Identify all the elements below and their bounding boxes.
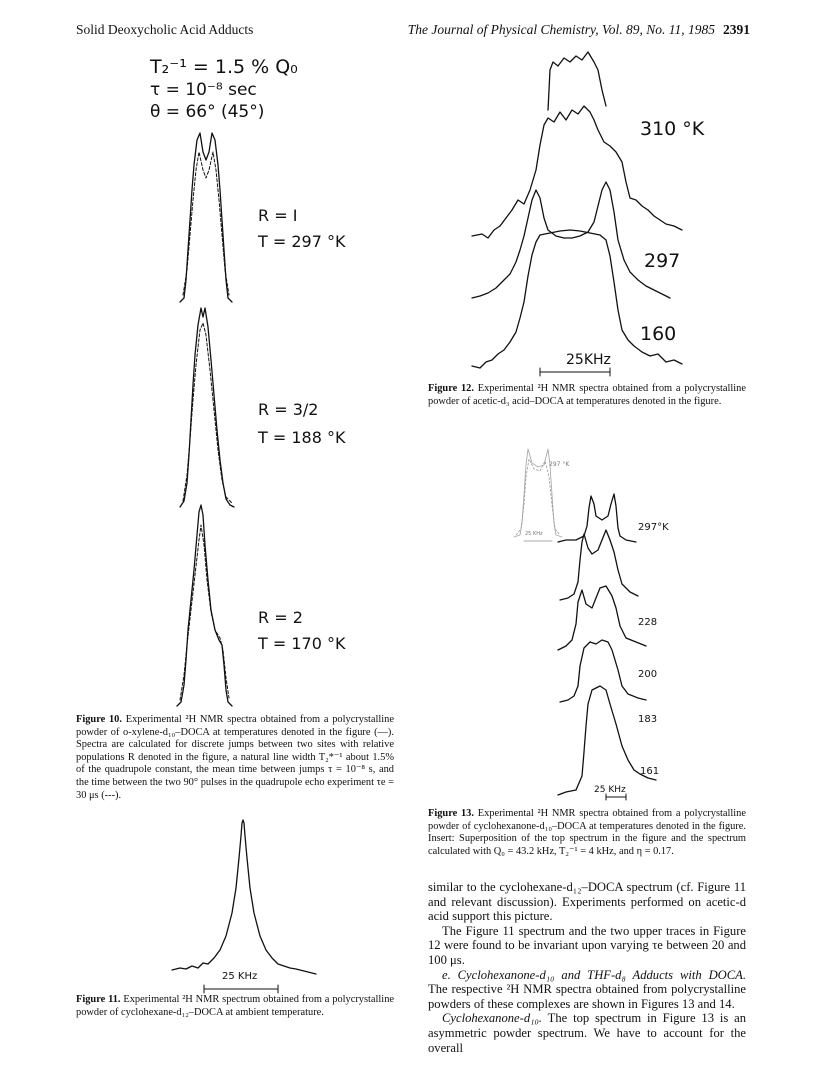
paragraph-3 xyxy=(428,968,746,1012)
fig12-scale-label: 25KHz xyxy=(566,352,611,368)
fig12-caption xyxy=(428,383,746,408)
fig10-panel1-r: R = I xyxy=(258,206,298,225)
fig10-caption-label: Figure 10. xyxy=(76,714,122,725)
fig13-temp-297: 297°K xyxy=(638,522,669,533)
paragraph-3-text: The respective ²H NMR spectra obtained from polycrystalline powders of these complexes are shown in Figures 13 and 14. xyxy=(428,982,746,1011)
subsection-heading-cyclohexanone: Cyclohexanone-d₁₀. xyxy=(442,1011,543,1026)
fig10-panel2-r: R = 3/2 xyxy=(258,400,319,419)
fig13-caption-text: Experimental ²H NMR spectra obtained from a polycrystalline powder of cyclohexanone-d₁₀–DOCA at temperatures denoted in the figure. Insert: Superposition of the top spectrum in the figure and the spectrum calculated with Q₀ = 43.2 kHz, T₂⁻¹ = 4 kHz, and η = 0.17. xyxy=(428,808,746,857)
fig10-panel2-t: T = 188 °K xyxy=(258,428,346,447)
fig13-temp-183: 183 xyxy=(638,714,658,725)
fig10-panel3-t: T = 170 °K xyxy=(258,634,346,653)
fig12-temp-160: 160 xyxy=(640,323,677,345)
fig12-caption-label: Figure 12. xyxy=(428,383,474,394)
fig10-caption xyxy=(76,714,394,802)
fig11-caption xyxy=(76,994,394,1019)
running-header-title: Solid Deoxycholic Acid Adducts xyxy=(76,22,254,37)
paragraph-4-text: The top spectrum in Figure 13 is an asymmetric powder spectrum. We have to account for the overall xyxy=(428,1011,746,1055)
fig11-spectrum xyxy=(170,818,320,988)
fig13-inset-temp: 297 °K xyxy=(549,461,570,468)
fig13-spectra xyxy=(556,490,676,810)
fig12-temp-297: 297 xyxy=(644,250,681,272)
fig10-spectrum-bottom xyxy=(165,500,255,710)
fig12-temp-310: 310 °K xyxy=(640,118,705,140)
section-heading-e: e. Cyclohexanone-d₁₀ and THF-d₈ Adducts with DOCA. xyxy=(442,967,746,982)
fig10-spectrum-top xyxy=(170,130,250,305)
fig10-param-t2: T₂⁻¹ = 1.5 % Q₀ xyxy=(150,56,298,78)
fig13-temp-161: 161 xyxy=(640,766,660,777)
fig12-caption-text: Experimental ²H NMR spectra obtained from a polycrystalline powder of acetic-d₃ acid–DOCA at temperatures denoted in the figure. xyxy=(428,383,746,407)
journal-citation: The Journal of Physical Chemistry, Vol. 89, No. 11, 1985 xyxy=(407,22,715,37)
fig10-panel3-r: R = 2 xyxy=(258,608,303,627)
paragraph-2: The Figure 11 spectrum and the two upper traces in Figure 12 were found to be invariant upon varying τe between 20 and 100 μs. xyxy=(428,923,746,967)
page-number: 2391 xyxy=(723,22,750,37)
fig13-caption xyxy=(428,808,746,858)
fig13-inset-scale: 25 KHz xyxy=(525,531,543,537)
fig13-caption-label: Figure 13. xyxy=(428,808,474,819)
fig13-temp-200: 200 xyxy=(638,669,658,680)
fig13-scale-label: 25 KHz xyxy=(594,785,626,795)
fig13-temp-228: 228 xyxy=(638,617,658,628)
fig10-spectrum-middle xyxy=(170,305,250,510)
body-text xyxy=(428,880,746,1055)
running-header-journal xyxy=(408,22,750,38)
fig11-caption-label: Figure 11. xyxy=(76,994,121,1005)
paragraph-4 xyxy=(428,1011,746,1055)
fig10-panel1-t: T = 297 °K xyxy=(258,232,346,251)
fig11-caption-text: Experimental ²H NMR spectrum obtained from a polycrystalline powder of cyclohexane-d₁₂–DOCA at ambient temperature. xyxy=(76,994,394,1018)
fig11-scale-label: 25 KHz xyxy=(222,971,258,982)
fig10-param-tau: τ = 10⁻⁸ sec xyxy=(150,80,257,100)
fig10-caption-text: Experimental ²H NMR spectra obtained from a polycrystalline powder of o-xylene-d₁₀–DOCA at temperatures denoted in the figure (—). Spectra are calculated for discrete jumps between two sites with relative populations R denoted in the figure, a natural line width T₂*⁻¹ about 1.5% of the quadrupole constant, the mean time between jumps τ = 10⁻⁸ s, and the time between the two 90° pulses in the quadrupole echo experiment τe = 30 μs (---). xyxy=(76,714,394,801)
fig10-param-theta: θ = 66° (45°) xyxy=(150,102,265,122)
paragraph-1: similar to the cyclohexane-d₁₂–DOCA spectrum (cf. Figure 11 and relevant discussion). Experiments performed on acetic-d acid support this picture. xyxy=(428,880,746,924)
